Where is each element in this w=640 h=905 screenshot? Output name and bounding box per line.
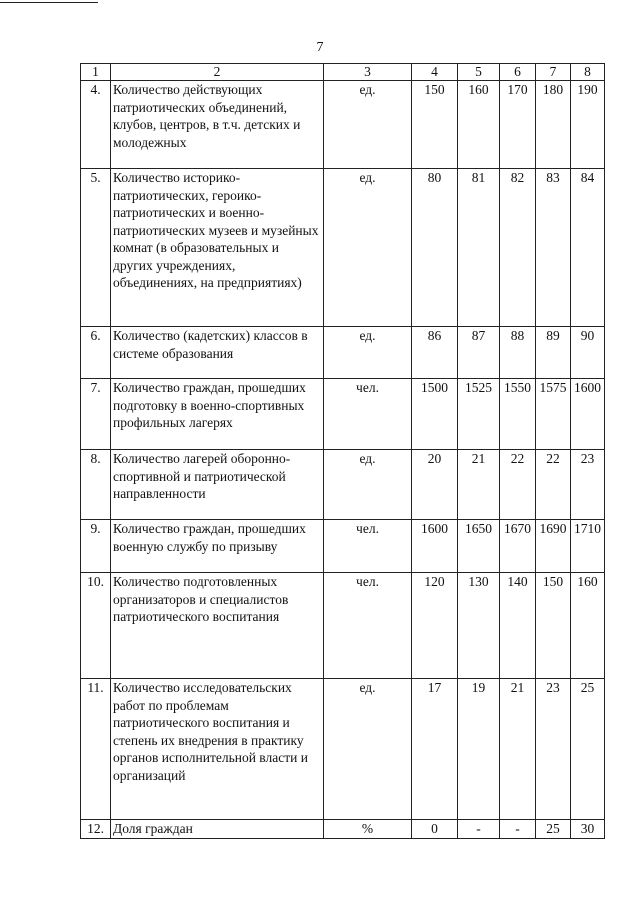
page-number: 7 [316,40,324,55]
value-cell: 1650 [458,520,500,573]
value-cell: 1710 [571,520,605,573]
value-cell: 22 [536,450,571,520]
value-cell: 1575 [536,379,571,450]
column-header: 6 [500,64,536,81]
value-cell: 83 [536,169,571,327]
value-cell: 160 [458,81,500,169]
indicator-name: Количество исследовательских работ по проблемам патриотического воспитания и степень их внедрения в практику органов исполнительной власти и организаций [111,679,324,820]
row-number: 5. [81,169,111,327]
value-cell: 23 [536,679,571,820]
table-row [81,327,605,379]
value-cell: 1500 [412,379,458,450]
value-cell: 150 [412,81,458,169]
value-cell: 25 [571,679,605,820]
value-cell: 160 [571,573,605,679]
value-cell: 21 [500,679,536,820]
indicator-name: Количество (кадетских) классов в системе образования [111,327,324,379]
value-cell: 130 [458,573,500,679]
row-number: 11. [81,679,111,820]
indicator-name: Количество граждан, прошедших военную службу по призыву [111,520,324,573]
value-cell: 80 [412,169,458,327]
column-header: 8 [571,64,605,81]
table-row [81,81,605,169]
value-cell: 90 [571,327,605,379]
indicator-name: Количество действующих патриотических объединений, клубов, центров, в т.ч. детских и молодежных [111,81,324,169]
table-header-row [81,64,605,81]
indicator-name: Количество граждан, прошедших подготовку в военно-спортивных профильных лагерях [111,379,324,450]
value-cell: 17 [412,679,458,820]
indicator-name: Количество лагерей оборонно-спортивной и патриотической направленности [111,450,324,520]
indicator-name: Количество историко-патриотических, героико-патриотических и военно-патриотических музеев и музейных комнат (в образовательных и других учреждениях, объединениях, на предприятиях) [111,169,324,327]
value-cell: 21 [458,450,500,520]
value-cell: 84 [571,169,605,327]
indicator-name: Доля граждан [111,820,324,839]
table-row [81,520,605,573]
value-cell: 19 [458,679,500,820]
row-number: 7. [81,379,111,450]
table-row [81,169,605,327]
value-cell: 1550 [500,379,536,450]
column-header: 5 [458,64,500,81]
value-cell: 87 [458,327,500,379]
value-cell: 22 [500,450,536,520]
value-cell: 30 [571,820,605,839]
unit-cell: ед. [324,81,412,169]
unit-cell: ед. [324,327,412,379]
row-number: 4. [81,81,111,169]
value-cell: 88 [500,327,536,379]
value-cell: 23 [571,450,605,520]
column-header: 3 [324,64,412,81]
column-header: 7 [536,64,571,81]
unit-cell: ед. [324,679,412,820]
unit-cell: ед. [324,169,412,327]
value-cell: 82 [500,169,536,327]
value-cell: 140 [500,573,536,679]
value-cell: 190 [571,81,605,169]
value-cell: 1600 [412,520,458,573]
table-row [81,379,605,450]
table-row [81,573,605,679]
unit-cell: чел. [324,379,412,450]
table-row [81,679,605,820]
table-row [81,450,605,520]
value-cell: 89 [536,327,571,379]
top-rule [0,2,98,3]
value-cell: 1690 [536,520,571,573]
value-cell: 86 [412,327,458,379]
value-cell: 180 [536,81,571,169]
row-number: 6. [81,327,111,379]
column-header: 2 [111,64,324,81]
value-cell: 120 [412,573,458,679]
value-cell: 25 [536,820,571,839]
indicator-name: Количество подготовленных организаторов и специалистов патриотического воспитания [111,573,324,679]
table-row [81,820,605,839]
value-cell: 81 [458,169,500,327]
value-cell: 1525 [458,379,500,450]
row-number: 10. [81,573,111,679]
value-cell: 0 [412,820,458,839]
value-cell: 170 [500,81,536,169]
unit-cell: чел. [324,520,412,573]
column-header: 4 [412,64,458,81]
unit-cell: % [324,820,412,839]
column-header: 1 [81,64,111,81]
value-cell: - [458,820,500,839]
value-cell: 150 [536,573,571,679]
value-cell: 1670 [500,520,536,573]
unit-cell: ед. [324,450,412,520]
row-number: 9. [81,520,111,573]
row-number: 12. [81,820,111,839]
value-cell: 20 [412,450,458,520]
row-number: 8. [81,450,111,520]
indicators-table [80,63,605,839]
value-cell: - [500,820,536,839]
unit-cell: чел. [324,573,412,679]
value-cell: 1600 [571,379,605,450]
